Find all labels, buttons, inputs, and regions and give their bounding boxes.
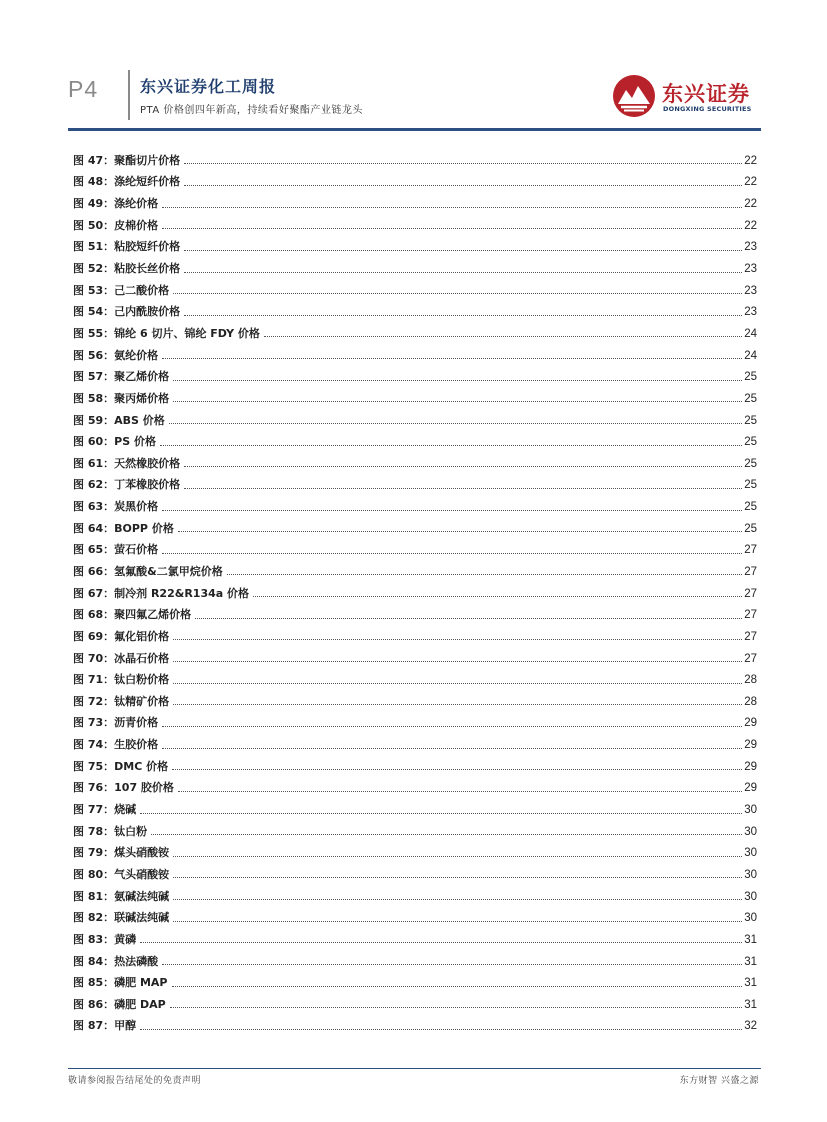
- toc-entry-page: 23: [744, 284, 757, 297]
- footer-slogan: 东方财智 兴盛之源: [679, 1076, 759, 1086]
- toc-entry-label: 图 73：沥青价格: [73, 716, 159, 730]
- toc-entry-page: 31: [744, 933, 757, 946]
- toc-entry-page: 27: [744, 544, 757, 557]
- toc-entry[interactable]: [73, 604, 757, 626]
- toc-entry-page: 30: [744, 912, 757, 925]
- dot-leader: [140, 1029, 742, 1030]
- dot-leader: [173, 683, 742, 684]
- toc-entry-page: 25: [744, 414, 757, 427]
- dot-leader: [162, 964, 742, 965]
- dot-leader: [253, 596, 742, 597]
- dot-leader: [173, 877, 742, 878]
- toc-entry[interactable]: [73, 561, 757, 583]
- toc-entry[interactable]: [73, 648, 757, 670]
- toc-entry-page: 29: [744, 782, 757, 795]
- toc-entry-page: 29: [744, 717, 757, 730]
- logo-mark-icon: [612, 74, 656, 118]
- dot-leader: [178, 791, 742, 792]
- toc-entry-label: 图 66：氢氟酸&二氯甲烷价格: [73, 564, 223, 578]
- toc-entry-page: 25: [744, 501, 757, 514]
- toc-entry-page: 22: [744, 154, 757, 167]
- toc-entry-label: 图 80：气头硝酸铵: [73, 867, 170, 881]
- dot-leader: [184, 272, 742, 273]
- toc-entry-page: 30: [744, 825, 757, 838]
- dot-leader: [173, 639, 742, 640]
- toc-entry[interactable]: [73, 301, 757, 323]
- dot-leader: [162, 748, 742, 749]
- toc-entry-label: 图 84：热法磷酸: [73, 954, 159, 968]
- toc-entry-label: 图 48：涤纶短纤价格: [73, 175, 181, 189]
- toc-entry[interactable]: [73, 821, 757, 843]
- dot-leader: [170, 1007, 743, 1008]
- dot-leader: [140, 942, 742, 943]
- toc-entry[interactable]: [73, 972, 757, 994]
- toc-entry-label: 图 77：烧碱: [73, 803, 137, 817]
- dot-leader: [227, 574, 742, 575]
- logo-text-en: DONGXING SECURITIES: [663, 105, 752, 113]
- toc-entry-page: 25: [744, 436, 757, 449]
- dot-leader: [169, 423, 742, 424]
- toc-entry[interactable]: [73, 951, 757, 973]
- dot-leader: [173, 856, 742, 857]
- company-logo: [612, 74, 762, 118]
- toc-entry-label: 图 69：氟化铝价格: [73, 629, 170, 643]
- toc-entry-label: 图 70：冰晶石价格: [73, 651, 170, 665]
- toc-entry-label: 图 62：丁苯橡胶价格: [73, 478, 181, 492]
- toc-entry-label: 图 60：PS 价格: [73, 435, 156, 449]
- dot-leader: [173, 401, 742, 402]
- toc-entry[interactable]: [73, 886, 757, 908]
- dot-leader: [173, 293, 742, 294]
- dot-leader: [162, 726, 742, 727]
- toc-entry-page: 25: [744, 522, 757, 535]
- toc-entry-label: 图 83：黄磷: [73, 932, 137, 946]
- toc-entry[interactable]: [73, 799, 757, 821]
- toc-entry[interactable]: [73, 237, 757, 259]
- dot-leader: [264, 336, 742, 337]
- dot-leader: [140, 813, 742, 814]
- toc-entry[interactable]: [73, 907, 757, 929]
- toc-entry[interactable]: [73, 1016, 757, 1038]
- toc-entry[interactable]: [73, 669, 757, 691]
- footer-rule: [68, 1068, 761, 1069]
- dot-leader: [162, 358, 742, 359]
- dot-leader: [173, 704, 742, 705]
- dot-leader: [173, 380, 742, 381]
- toc-entry-page: 27: [744, 630, 757, 643]
- toc-entry-page: 27: [744, 587, 757, 600]
- toc-entry-page: 23: [744, 306, 757, 319]
- dot-leader: [172, 769, 742, 770]
- toc-entry-label: 图 51：粘胶短纤价格: [73, 240, 181, 254]
- dot-leader: [184, 185, 742, 186]
- toc-entry-label: 图 81：氨碱法纯碱: [73, 889, 170, 903]
- toc-entry-page: 24: [744, 327, 757, 340]
- dot-leader: [184, 466, 742, 467]
- toc-entry[interactable]: [73, 150, 757, 172]
- toc-entry[interactable]: [73, 778, 757, 800]
- dot-leader: [172, 986, 743, 987]
- toc-entry[interactable]: [73, 756, 757, 778]
- toc-entry-page: 28: [744, 695, 757, 708]
- toc-entry[interactable]: [73, 713, 757, 735]
- toc-entry-page: 27: [744, 652, 757, 665]
- toc-entry[interactable]: [73, 453, 757, 475]
- toc-entry-page: 25: [744, 457, 757, 470]
- toc-entry-label: 图 74：生胶价格: [73, 738, 159, 752]
- toc-entry-label: 图 54：己内酰胺价格: [73, 305, 181, 319]
- toc-entry[interactable]: [73, 496, 757, 518]
- toc-entry[interactable]: [73, 518, 757, 540]
- toc-entry-page: 32: [744, 1020, 757, 1033]
- logo-text-cn: 东兴证券: [662, 82, 750, 106]
- toc-entry-page: 22: [744, 198, 757, 211]
- toc-entry-label: 图 61：天然橡胶价格: [73, 456, 181, 470]
- toc-entry-page: 23: [744, 263, 757, 276]
- dot-leader: [162, 228, 742, 229]
- dot-leader: [184, 163, 742, 164]
- toc-entry-page: 28: [744, 674, 757, 687]
- toc-entry-label: 图 78：钛白粉: [73, 824, 148, 838]
- dot-leader: [162, 207, 742, 208]
- toc-entry-label: 图 86：磷肥 DAP: [73, 997, 166, 1011]
- toc-entry-label: 图 76：107 胶价格: [73, 781, 174, 795]
- header-divider: [128, 70, 130, 120]
- toc-entry-label: 图 57：聚乙烯价格: [73, 370, 170, 384]
- toc-entry-label: 图 53：己二酸价格: [73, 283, 170, 297]
- toc-entry-page: 29: [744, 760, 757, 773]
- figure-index-list: [73, 150, 757, 1037]
- dot-leader: [151, 834, 742, 835]
- toc-entry-label: 图 85：磷肥 MAP: [73, 976, 168, 990]
- report-title: 东兴证券化工周报: [140, 77, 277, 96]
- toc-entry[interactable]: [73, 410, 757, 432]
- dot-leader: [184, 315, 742, 316]
- toc-entry-page: 31: [744, 955, 757, 968]
- page-number: P4: [68, 76, 99, 102]
- toc-entry-label: 图 49：涤纶价格: [73, 197, 159, 211]
- toc-entry-page: 30: [744, 890, 757, 903]
- toc-entry[interactable]: [73, 215, 757, 237]
- toc-entry[interactable]: [73, 475, 757, 497]
- toc-entry-label: 图 82：联碱法纯碱: [73, 911, 170, 925]
- toc-entry-label: 图 75：DMC 价格: [73, 759, 169, 773]
- toc-entry-page: 27: [744, 609, 757, 622]
- dot-leader: [162, 510, 742, 511]
- disclaimer-note: 敬请参阅报告结尾处的免责声明: [68, 1076, 202, 1086]
- toc-entry-page: 22: [744, 176, 757, 189]
- toc-entry-page: 29: [744, 739, 757, 752]
- toc-entry[interactable]: [73, 323, 757, 345]
- dot-leader: [173, 899, 742, 900]
- toc-entry-page: 30: [744, 868, 757, 881]
- toc-entry-label: 图 47：聚酯切片价格: [73, 153, 181, 167]
- toc-entry-label: 图 56：氨纶价格: [73, 348, 159, 362]
- header-rule: [68, 128, 761, 131]
- toc-entry[interactable]: [73, 691, 757, 713]
- toc-entry-page: 23: [744, 241, 757, 254]
- dot-leader: [195, 618, 742, 619]
- toc-entry-page: 27: [744, 565, 757, 578]
- toc-entry[interactable]: [73, 431, 757, 453]
- toc-entry-label: 图 72：钛精矿价格: [73, 694, 170, 708]
- toc-entry-page: 31: [744, 998, 757, 1011]
- toc-entry[interactable]: [73, 864, 757, 886]
- toc-entry[interactable]: [73, 193, 757, 215]
- toc-entry-page: 30: [744, 804, 757, 817]
- toc-entry[interactable]: [73, 540, 757, 562]
- dot-leader: [162, 553, 742, 554]
- toc-entry[interactable]: [73, 280, 757, 302]
- toc-entry-page: 30: [744, 847, 757, 860]
- toc-entry-label: 图 79：煤头硝酸铵: [73, 846, 170, 860]
- toc-entry[interactable]: [73, 994, 757, 1016]
- toc-entry[interactable]: [73, 366, 757, 388]
- dot-leader: [173, 921, 742, 922]
- toc-entry[interactable]: [73, 388, 757, 410]
- toc-entry-label: 图 52：粘胶长丝价格: [73, 262, 181, 276]
- page-header: [0, 0, 827, 135]
- toc-entry-label: 图 64：BOPP 价格: [73, 521, 174, 535]
- report-subtitle: PTA 价格创四年新高，持续看好聚酯产业链龙头: [140, 105, 363, 116]
- toc-entry-page: 31: [744, 977, 757, 990]
- toc-entry[interactable]: [73, 172, 757, 194]
- toc-entry-label: 图 50：皮棉价格: [73, 218, 159, 232]
- toc-entry-page: 25: [744, 371, 757, 384]
- toc-entry-label: 图 63：炭黑价格: [73, 500, 159, 514]
- toc-entry-page: 22: [744, 219, 757, 232]
- toc-entry[interactable]: [73, 929, 757, 951]
- toc-entry-page: 25: [744, 479, 757, 492]
- toc-entry[interactable]: [73, 843, 757, 865]
- toc-entry-label: 图 68：聚四氟乙烯价格: [73, 608, 192, 622]
- toc-entry[interactable]: [73, 626, 757, 648]
- toc-entry-label: 图 59：ABS 价格: [73, 413, 165, 427]
- toc-entry[interactable]: [73, 583, 757, 605]
- toc-entry-label: 图 65：萤石价格: [73, 543, 159, 557]
- toc-entry-label: 图 71：钛白粉价格: [73, 673, 170, 687]
- dot-leader: [184, 250, 742, 251]
- toc-entry-page: 25: [744, 392, 757, 405]
- toc-entry[interactable]: [73, 734, 757, 756]
- toc-entry-label: 图 87：甲醇: [73, 1019, 137, 1033]
- toc-entry[interactable]: [73, 258, 757, 280]
- dot-leader: [160, 445, 742, 446]
- dot-leader: [178, 531, 742, 532]
- toc-entry-label: 图 58：聚丙烯价格: [73, 391, 170, 405]
- toc-entry-label: 图 55：锦纶 6 切片、锦纶 FDY 价格: [73, 326, 260, 340]
- toc-entry-page: 24: [744, 349, 757, 362]
- dot-leader: [184, 488, 742, 489]
- toc-entry[interactable]: [73, 345, 757, 367]
- dot-leader: [173, 661, 742, 662]
- toc-entry-label: 图 67：制冷剂 R22&R134a 价格: [73, 586, 250, 600]
